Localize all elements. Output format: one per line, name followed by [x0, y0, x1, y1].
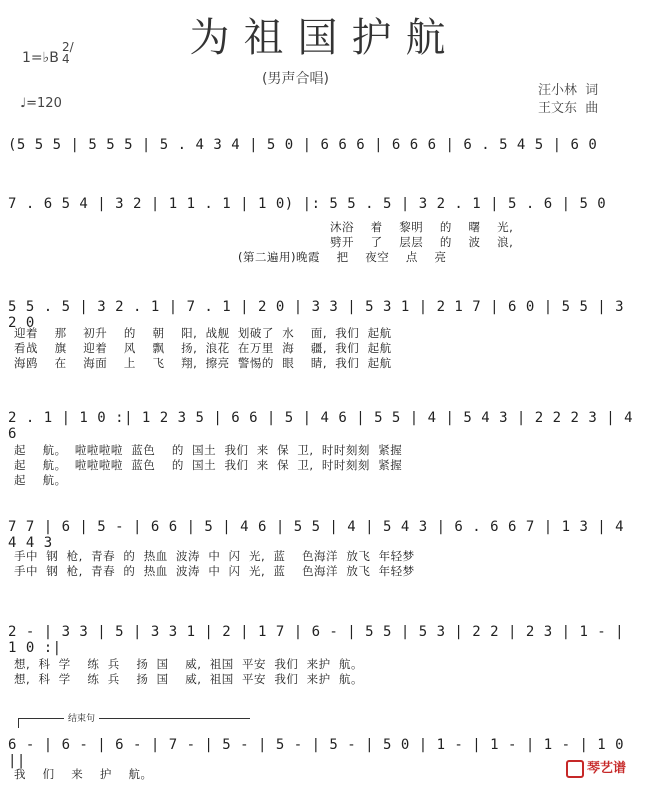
lyric-row-3-line-1: 迎着 那 初升 的 朝 阳, 战舰 划破了 水 面, 我们 起航 — [14, 326, 392, 340]
lyric-row-2-line-1: 沐浴 着 黎明 的 曙 光, — [330, 220, 514, 234]
ending-bracket-tick — [18, 718, 19, 728]
time-signature: 2/4 — [62, 40, 74, 66]
lyric-row-4-line-2: 起 航。 啦啦啦啦 蓝色 的 国土 我们 来 保 卫, 时时刻刻 紧握 — [14, 458, 403, 472]
ending-label: 结束句 — [64, 711, 99, 724]
tempo-marking: ♩=120 — [20, 96, 62, 111]
lyric-row-5-line-2: 手中 钢 枪, 青春 的 热血 波涛 中 闪 光, 蓝 色海洋 放飞 年轻梦 — [14, 564, 415, 578]
song-subtitle: (男声合唱) — [262, 71, 329, 87]
lyric-row-3-line-3: 海鸥 在 海面 上 飞 翔, 擦亮 警惕的 眼 睛, 我们 起航 — [14, 356, 392, 370]
lyric-row-2-line-2: 劈开 了 层层 的 波 浪, — [330, 235, 514, 249]
key-signature: 1=♭B — [22, 50, 59, 66]
lyric-row-6-line-1: 想, 科 学 练 兵 扬 国 威, 祖国 平安 我们 来护 航。 — [14, 657, 363, 671]
lyric-row-6-line-2: 想, 科 学 练 兵 扬 国 威, 祖国 平安 我们 来护 航。 — [14, 672, 363, 686]
notation-row-4: 2 . 1 | 1 0 :| 1 2 3 5 | 6 6 | 5 | 4 6 | 5 5 | 4 | 5 4 3 | 2 2 2 3 | 4 6 — [8, 410, 634, 442]
notation-row-6: 2 - | 3 3 | 5 | 3 3 1 | 2 | 1 7 | 6 - | 5 5 | 5 3 | 2 2 | 2 3 | 1 - | 1 0 :| — [8, 624, 625, 656]
lyric-row-4-line-3: 起 航。 — [14, 473, 67, 487]
lyricist-credit: 汪小林 词 — [538, 83, 599, 98]
ending-bracket-line — [18, 718, 250, 719]
notation-row-1: (5 5 5 | 5 5 5 | 5 . 4 3 4 | 5 0 | 6 6 6 | 6 6 6 | 6 . 5 4 5 | 6 0 — [8, 137, 598, 153]
notation-row-2: 7 . 6 5 4 | 3 2 | 1 1 . 1 | 1 0) |: 5 5 . 5 | 3 2 . 1 | 5 . 6 | 5 0 — [8, 196, 607, 212]
song-title: 为祖国护航 — [189, 15, 460, 61]
lyric-row-2-line-3: (第二遍用)晚霞 把 夜空 点 亮 — [238, 250, 447, 264]
notation-row-5: 7 7 | 6 | 5 - | 6 6 | 5 | 4 6 | 5 5 | 4 | 5 4 3 | 6 . 6 6 7 | 1 3 | 4 4 4 3 — [8, 519, 625, 551]
composer-credit: 王文东 曲 — [538, 101, 599, 116]
watermark-logo — [566, 757, 626, 778]
lyric-row-4-line-1: 起 航。 啦啦啦啦 蓝色 的 国土 我们 来 保 卫, 时时刻刻 紧握 — [14, 443, 403, 457]
watermark-text: 琴艺谱 — [587, 761, 627, 776]
lyric-row-3-line-2: 看战 旗 迎着 风 飘 扬, 浪花 在万里 海 疆, 我们 起航 — [14, 341, 392, 355]
logo-icon — [566, 760, 584, 778]
lyric-row-5-line-1: 手中 钢 枪, 青春 的 热血 波涛 中 闪 光, 蓝 色海洋 放飞 年轻梦 — [14, 549, 415, 563]
notation-row-7: 6 - | 6 - | 6 - | 7 - | 5 - | 5 - | 5 - | 5 0 | 1 - | 1 - | 1 - | 1 0 || — [8, 737, 625, 769]
notation-row-3: 5 5 . 5 | 3 2 . 1 | 7 . 1 | 2 0 | 3 3 | 5 3 1 | 2 1 7 | 6 0 | 5 5 | 3 2 0 — [8, 299, 625, 331]
lyric-row-7-line-1: 我 们 来 护 航。 — [14, 767, 153, 781]
